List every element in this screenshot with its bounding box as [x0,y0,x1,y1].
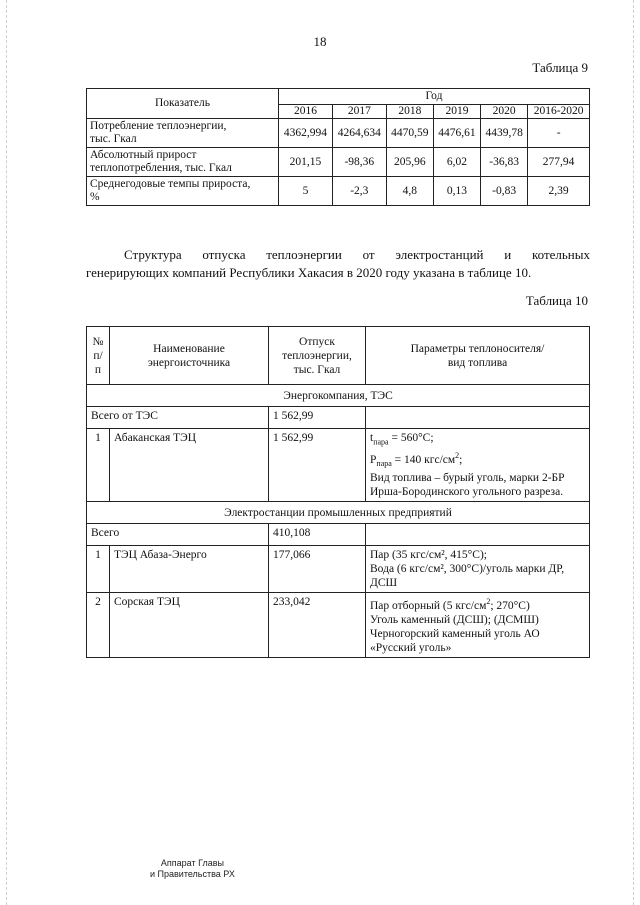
indicator-header: Показатель [87,89,279,119]
value-cell: - [528,119,590,148]
year-cell: 2019 [433,105,480,119]
value-cell: 6,02 [433,148,480,177]
value-cell: 4,8 [386,177,433,206]
value-cell: 277,94 [528,148,590,177]
value-cell: 4362,994 [279,119,333,148]
paragraph-line1: Структура отпуска теплоэнергии от электростанций и котельных [124,247,590,262]
row-params: $t_{пара} = 560^\circ С$; $P_{пара} = 140$ кгс/$см^2$; Вид топлива – бурый уголь, марки 2-БР Ирша-Бородинского угольного разреза. [366,429,590,502]
total-row [87,524,590,546]
name-header: Наименование энергоисточника [110,327,269,385]
row-value: 1 562,99 [269,429,366,502]
value-cell: -98,36 [332,148,386,177]
value-cell: -36,83 [481,148,528,177]
scan-edge-left [6,0,7,905]
total-label: Всего [87,524,269,546]
table10-caption: Таблица 10 [525,293,588,308]
no-header: № п/п [87,327,110,385]
row-no: 1 [87,546,110,593]
section-row [87,502,590,524]
table9-header-row [87,89,590,105]
total-row [87,407,590,429]
value-cell: 5 [279,177,333,206]
row-params: Пар (35 кгс/см², 415°С); Вода (6 кгс/см², 300°С)/уголь марки ДР, ДСШ [366,546,590,593]
total-value: 410,108 [269,524,366,546]
year-cell: 2016-2020 [528,105,590,119]
scan-edge-right [633,0,634,905]
row-value: 177,066 [269,546,366,593]
table9-caption: Таблица 9 [532,60,588,75]
year-cell: 2018 [386,105,433,119]
value-cell: 2,39 [528,177,590,206]
value-cell: -0,83 [481,177,528,206]
value-cell: 201,15 [279,148,333,177]
row-no: 1 [87,429,110,502]
year-cell: 2017 [332,105,386,119]
value-cell: 4264,634 [332,119,386,148]
year-header: Год [279,89,590,105]
row-label: Абсолютный прирост теплопотребления, тыс. Гкал [87,148,279,177]
table-row [87,429,590,502]
row-label: Среднегодовые темпы прироста, % [87,177,279,206]
params-header: Параметры теплоносителя/ вид топлива [366,327,590,385]
stamp-footer: Аппарат Главы и Правительства РХ [150,858,235,879]
row-value: 233,042 [269,593,366,658]
total-value: 1 562,99 [269,407,366,429]
value-cell: 4470,59 [386,119,433,148]
table-row [87,177,590,206]
year-cell: 2020 [481,105,528,119]
total-label: Всего от ТЭС [87,407,269,429]
row-name: ТЭЦ Абаза-Энерго [110,546,269,593]
supply-header: Отпуск теплоэнергии, тыс. Гкал [269,327,366,385]
table-row [87,119,590,148]
row-label: Потребление теплоэнергии, тыс. Гкал [87,119,279,148]
table-row [87,148,590,177]
empty-cell [366,407,590,429]
table9 [86,88,590,206]
table-row [87,593,590,658]
row-params: Пар отборный (5 кгс/$см^2$; 270°С) Уголь каменный (ДСШ); (ДСМШ) Черногорский каменный уголь АО «Русский уголь» [366,593,590,658]
row-name: Абаканская ТЭЦ [110,429,269,502]
value-cell: 0,13 [433,177,480,206]
value-cell: 4439,78 [481,119,528,148]
section-title: Электростанции промышленных предприятий [87,502,590,524]
year-cell: 2016 [279,105,333,119]
empty-cell [366,524,590,546]
value-cell: 4476,61 [433,119,480,148]
section-title: Энергокомпания, ТЭС [87,385,590,407]
section-row [87,385,590,407]
row-no: 2 [87,593,110,658]
page-number: 18 [313,34,327,49]
value-cell: 205,96 [386,148,433,177]
table10-header-row [87,327,590,385]
row-name: Сорская ТЭЦ [110,593,269,658]
paragraph-line2: генерирующих компаний Республики Хакасия в 2020 году указана в таблице 10. [86,265,532,280]
table10 [86,326,590,658]
value-cell: -2,3 [332,177,386,206]
table-row [87,546,590,593]
